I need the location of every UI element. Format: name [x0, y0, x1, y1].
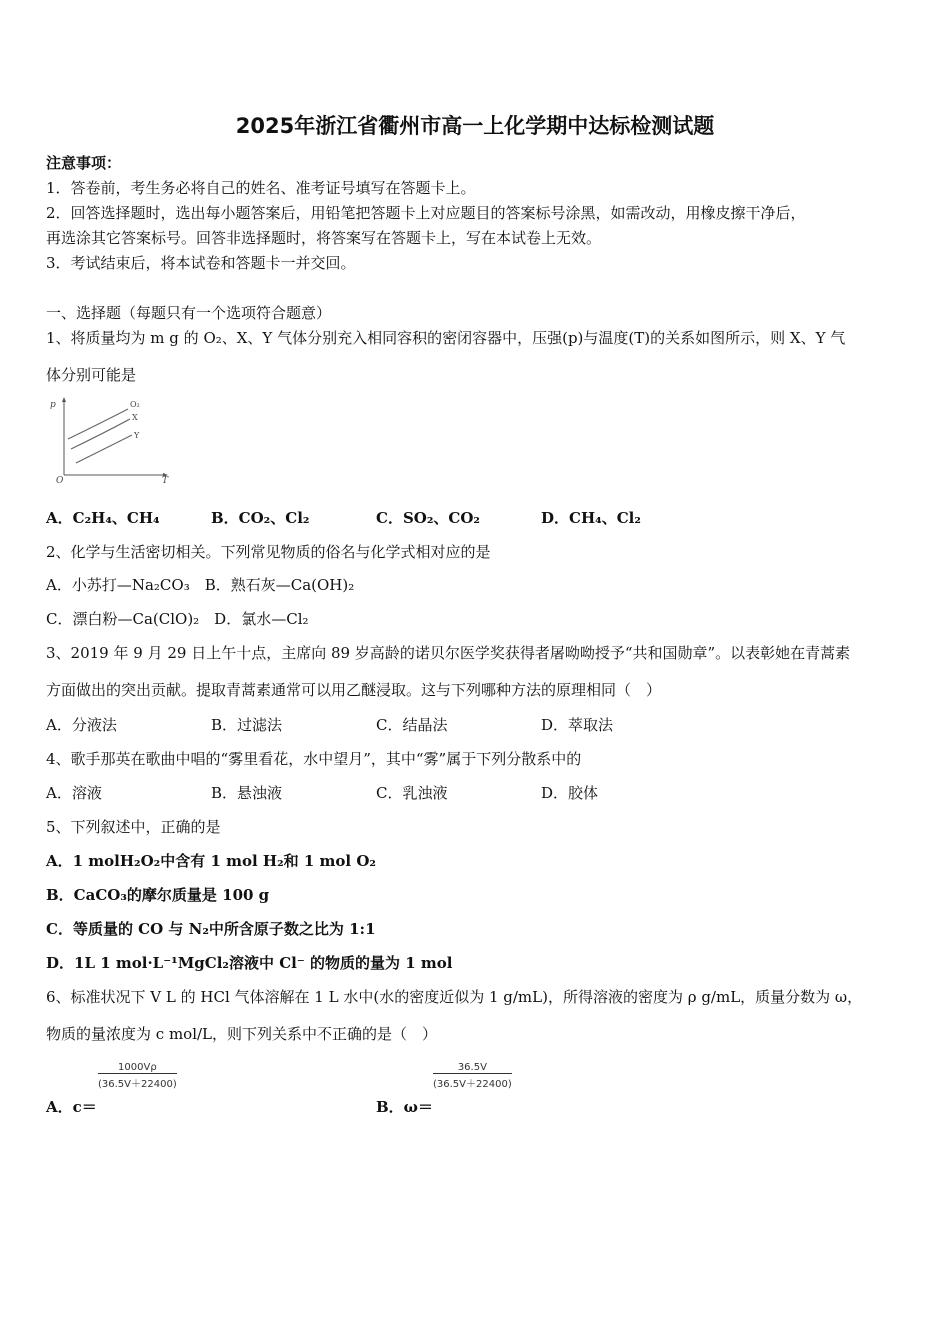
q4-option-d[interactable]: D．胶体: [541, 784, 599, 802]
pressure-temperature-graph: [46, 393, 176, 485]
q4-option-a[interactable]: A．溶液: [46, 784, 102, 802]
fraction-denominator: (36.5V＋22400): [98, 1073, 177, 1090]
notice-item: 1．答卷前，考生务必将自己的姓名、准考证号填写在答题卡上。: [46, 179, 476, 197]
q5-option-c[interactable]: C．等质量的 CO 与 N₂中所含原子数之比为 1:1: [46, 920, 376, 938]
q5-option-a[interactable]: A．1 molH₂O₂中含有 1 mol H₂和 1 mol O₂: [46, 852, 376, 870]
fraction-numerator: 1000Vρ: [118, 1062, 157, 1073]
q6-stem-line1: 6、标准状况下 V L 的 HCl 气体溶解在 1 L 水中(水的密度近似为 1 g/mL)，所得溶液的密度为 ρ g/mL，质量分数为 ω，: [46, 988, 863, 1006]
q1-option-c[interactable]: C．SO₂、CO₂: [376, 509, 480, 527]
q3-option-a[interactable]: A．分液法: [46, 716, 117, 734]
q3-stem-line1: 3、2019 年 9 月 29 日上午十点，主席向 89 岁高龄的诺贝尔医学奖获得者屠呦呦授予“共和国勋章”。以表彰她在青蒿素: [46, 644, 851, 662]
q1-option-a[interactable]: A．C₂H₄、CH₄: [46, 509, 160, 527]
curve-label: Y: [134, 431, 140, 440]
q6-option-a[interactable]: A．c＝: [46, 1098, 97, 1116]
q1-option-b[interactable]: B．CO₂、Cl₂: [211, 509, 310, 527]
notice-item: 再选涂其它答案标号。回答非选择题时，将答案写在答题卡上，写在本试卷上无效。: [46, 229, 602, 247]
q5-stem: 5、下列叙述中，正确的是: [46, 818, 221, 836]
q2-options-row1[interactable]: A．小苏打—Na₂CO₃ B．熟石灰—Ca(OH)₂: [46, 576, 355, 594]
q1-option-d[interactable]: D．CH₄、Cl₂: [541, 509, 641, 527]
q2-stem: 2、化学与生活密切相关。下列常见物质的俗名与化学式相对应的是: [46, 543, 491, 561]
q6-option-a-fraction: [98, 1062, 177, 1090]
q6-option-b-fraction: [433, 1062, 512, 1090]
fraction-numerator: 36.5V: [457, 1062, 487, 1073]
q5-option-b[interactable]: B．CaCO₃的摩尔质量是 100 g: [46, 886, 270, 904]
q4-stem: 4、歌手那英在歌曲中唱的“雾里看花，水中望月”，其中“雾”属于下列分散系中的: [46, 750, 582, 768]
curve-label: X: [132, 413, 138, 422]
q2-options-row2[interactable]: C．漂白粉—Ca(ClO)₂ D．氯水—Cl₂: [46, 610, 309, 628]
section-heading: 一、选择题（每题只有一个选项符合题意）: [46, 304, 332, 322]
page-title: 2025年浙江省衢州市高一上化学期中达标检测试题: [235, 114, 715, 138]
q4-option-c[interactable]: C．乳浊液: [376, 784, 448, 802]
q1-stem-line1: 1、将质量均为 m g 的 O₂、X、Y 气体分别充入相同容积的密闭容器中，压强(p)与温度(T)的关系如图所示，则 X、Y 气: [46, 329, 846, 347]
q6-stem-line2: 物质的量浓度为 c mol/L，则下列关系中不正确的是（ ）: [46, 1025, 438, 1043]
notice-item: 3．考试结束后，将本试卷和答题卡一并交回。: [46, 254, 356, 272]
q3-option-c[interactable]: C．结晶法: [376, 716, 448, 734]
y-axis-arrow-icon: [62, 397, 66, 402]
fraction-denominator: (36.5V＋22400): [433, 1073, 512, 1090]
q3-option-b[interactable]: B．过滤法: [211, 716, 283, 734]
y-axis-label: p: [50, 400, 56, 410]
q1-stem-line2: 体分别可能是: [46, 366, 137, 384]
q3-option-d[interactable]: D．萃取法: [541, 716, 614, 734]
curve-o2: [68, 409, 128, 439]
q6-option-b[interactable]: B．ω＝: [376, 1098, 433, 1116]
origin-label: O: [56, 476, 64, 485]
q5-option-d[interactable]: D．1L 1 mol·L⁻¹MgCl₂溶液中 Cl⁻ 的物质的量为 1 mol: [46, 954, 453, 972]
q4-option-b[interactable]: B．悬浊液: [211, 784, 283, 802]
curve-y: [76, 435, 132, 463]
curve-label: O₂: [130, 400, 140, 409]
x-axis-label: T: [162, 476, 169, 485]
notice-heading: 注意事项：: [46, 154, 122, 172]
q3-stem-line2: 方面做出的突出贡献。提取青蒿素通常可以用乙醚浸取。这与下列哪种方法的原理相同（ ）: [46, 681, 662, 699]
notice-item: 2．回答选择题时，选出每小题答案后，用铅笔把答题卡上对应题目的答案标号涂黑，如需改动，用橡皮擦干净后，: [46, 204, 806, 222]
